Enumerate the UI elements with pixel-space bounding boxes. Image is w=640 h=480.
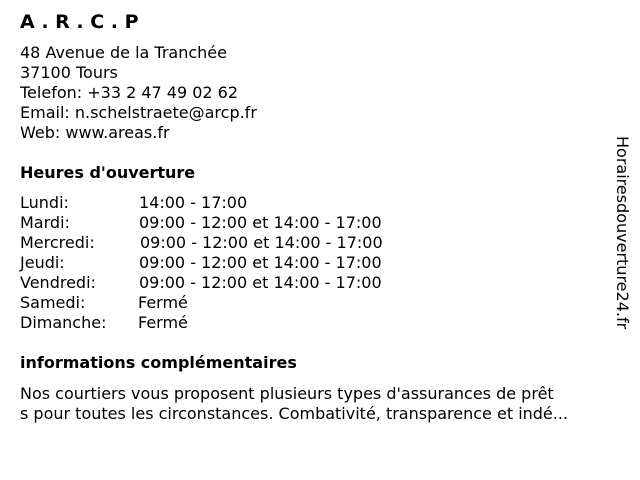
- day-hours: 09:00 - 12:00 et 14:00 - 17:00: [140, 233, 383, 252]
- info-heading: informations complémentaires: [20, 353, 297, 372]
- web-line: Web: www.areas.fr: [20, 123, 170, 142]
- info-line-1: Nos courtiers vous proposent plusieurs types d'assurances de prêt: [20, 384, 554, 403]
- day-hours: 09:00 - 12:00 et 14:00 - 17:00: [139, 253, 382, 272]
- day-label: Mardi:: [20, 213, 70, 232]
- day-label: Lundi:: [20, 193, 69, 212]
- day-label: Samedi:: [20, 293, 86, 312]
- side-brand-watermark: Horairesdouverture24.fr: [613, 136, 632, 330]
- day-hours: Fermé: [138, 293, 188, 312]
- day-label: Mercredi:: [20, 233, 95, 252]
- day-hours: Fermé: [138, 313, 188, 332]
- business-name: A . R . C . P: [20, 11, 139, 33]
- day-hours: 09:00 - 12:00 et 14:00 - 17:00: [139, 213, 382, 232]
- hours-heading: Heures d'ouverture: [20, 163, 196, 182]
- day-hours: 14:00 - 17:00: [139, 193, 248, 212]
- day-label: Dimanche:: [20, 313, 107, 332]
- day-hours: 09:00 - 12:00 et 14:00 - 17:00: [139, 273, 382, 292]
- contact-block: [20, 43, 257, 143]
- address-line-street: 48 Avenue de la Tranchée: [20, 43, 227, 62]
- day-label: Vendredi:: [20, 273, 96, 292]
- day-label: Jeudi:: [20, 253, 65, 272]
- address-line-city: 37100 Tours: [20, 63, 118, 82]
- email-line: Email: n.schelstraete@arcp.fr: [20, 103, 257, 122]
- info-line-2: s pour toutes les circonstances. Combativité, transparence et indé...: [20, 404, 569, 423]
- phone-line: Telefon: +33 2 47 49 02 62: [20, 83, 239, 102]
- info-description: [20, 384, 620, 424]
